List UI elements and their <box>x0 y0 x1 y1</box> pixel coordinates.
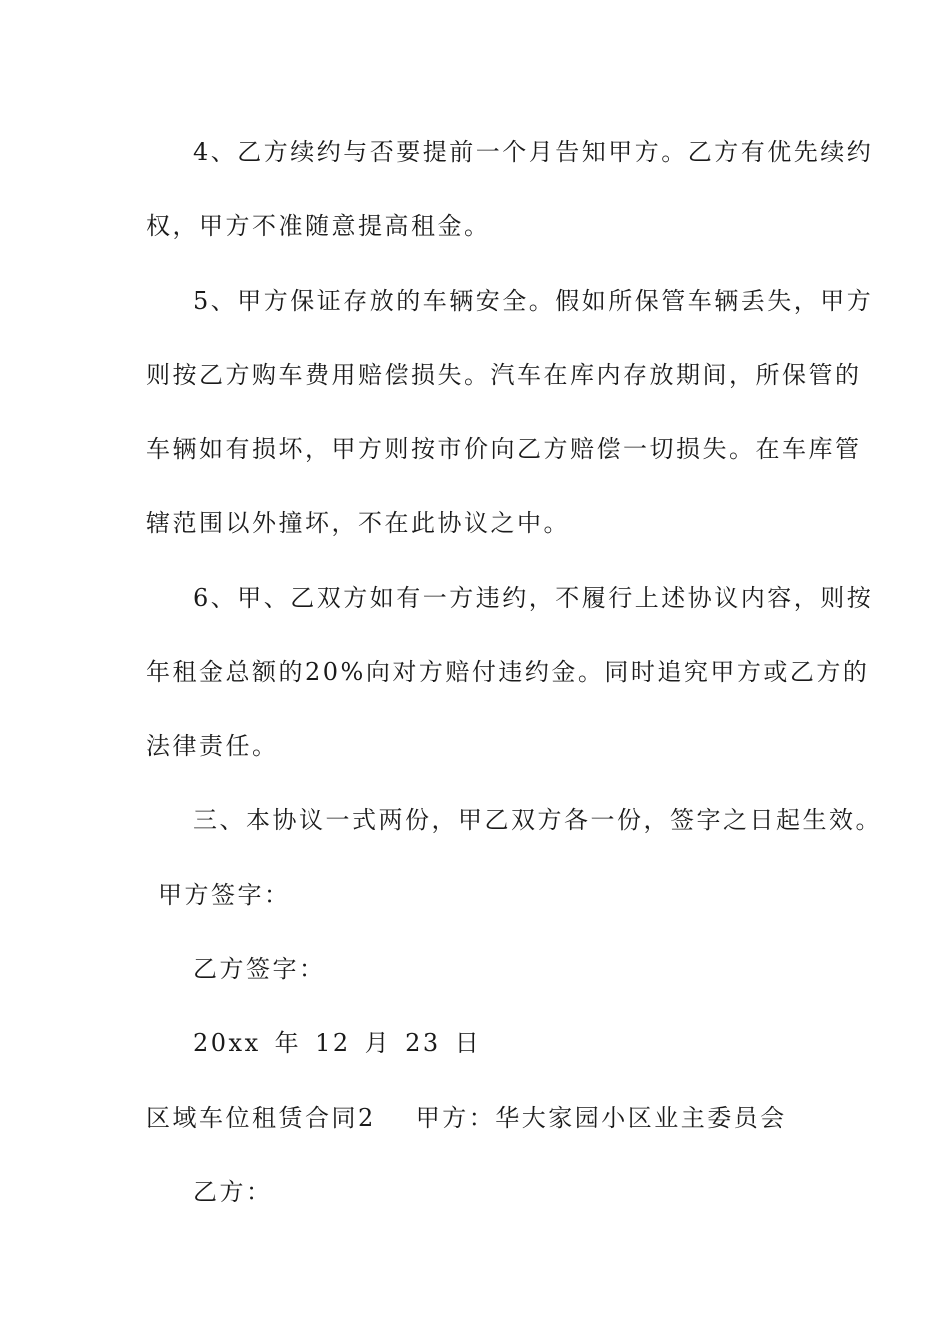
section-3-text: 三、本协议一式两份，甲乙双方各一份，签字之日起生效。 <box>193 806 882 834</box>
clause-6-line-1: 6、甲、乙双方如有一方违约，不履行上述协议内容，则按 <box>193 584 874 612</box>
clause-6-line-3: 法律责任。 <box>146 732 279 760</box>
clause-5-line-2: 则按乙方购车费用赔偿损失。汽车在库内存放期间，所保管的 <box>146 361 862 389</box>
clause-5-line-1: 5、甲方保证存放的车辆安全。假如所保管车辆丢失，甲方 <box>193 287 874 315</box>
clause-5-line-4: 辖范围以外撞坏，不在此协议之中。 <box>146 509 570 537</box>
date-year: 20xx <box>193 1029 261 1057</box>
clause-5-line-3: 车辆如有损坏，甲方则按市价向乙方赔偿一切损失。在车库管 <box>146 435 862 463</box>
next-contract-heading <box>146 1103 787 1133</box>
clause-4-line-2: 权，甲方不准随意提高租金。 <box>146 212 491 240</box>
signing-date <box>193 1028 481 1058</box>
clause-6-line-2: 年租金总额的20%向对方赔付违约金。同时追究甲方或乙方的 <box>146 658 870 686</box>
next-contract-party-a: 甲方：华大家园小区业主委员会 <box>415 1104 787 1132</box>
party-b-signature-label: 乙方签字： <box>193 955 326 983</box>
date-day-unit: 日 <box>454 1029 482 1057</box>
next-contract-party-b: 乙方： <box>193 1178 273 1206</box>
date-year-unit: 年 <box>274 1029 302 1057</box>
clause-4-line-1: 4、乙方续约与否要提前一个月告知甲方。乙方有优先续约 <box>193 138 874 166</box>
date-month: 12 <box>315 1029 351 1057</box>
next-contract-title: 区域车位租赁合同2 <box>146 1104 376 1132</box>
date-day: 23 <box>405 1029 441 1057</box>
date-month-unit: 月 <box>364 1029 392 1057</box>
party-a-signature-label: 甲方签字： <box>158 881 291 909</box>
